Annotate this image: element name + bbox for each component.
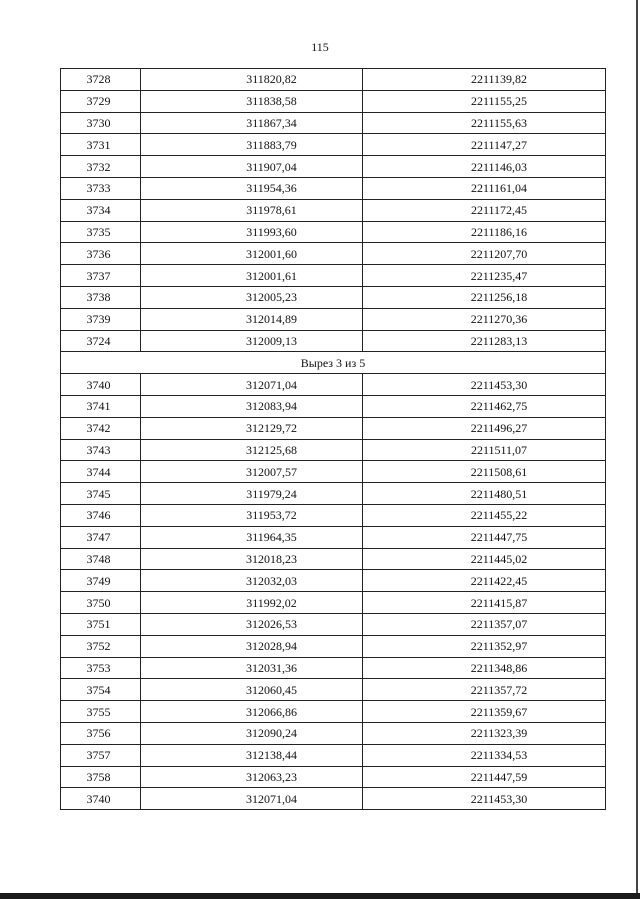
y-coordinate-cell: 2211508,61 [363, 461, 606, 483]
x-coordinate-cell: 312066,86 [141, 701, 363, 723]
x-coordinate-cell: 312083,94 [141, 395, 363, 417]
table-row [61, 417, 606, 439]
point-number-cell: 3738 [61, 286, 141, 308]
y-coordinate-cell: 2211207,70 [363, 243, 606, 265]
table-row [61, 221, 606, 243]
y-coordinate-cell: 2211146,03 [363, 156, 606, 178]
table-row [61, 199, 606, 221]
y-coordinate-cell: 2211334,53 [363, 744, 606, 766]
table-row [61, 177, 606, 199]
y-coordinate-cell: 2211496,27 [363, 417, 606, 439]
table-row [61, 613, 606, 635]
y-coordinate-cell: 2211445,02 [363, 548, 606, 570]
section-title: Вырез 3 из 5 [61, 352, 606, 374]
y-coordinate-cell: 2211352,97 [363, 635, 606, 657]
x-coordinate-cell: 311954,36 [141, 177, 363, 199]
x-coordinate-cell: 311883,79 [141, 134, 363, 156]
point-number-cell: 3758 [61, 766, 141, 788]
x-coordinate-cell: 312129,72 [141, 417, 363, 439]
point-number-cell: 3748 [61, 548, 141, 570]
point-number-cell: 3745 [61, 483, 141, 505]
table-row [61, 90, 606, 112]
point-number-cell: 3739 [61, 308, 141, 330]
table-row [61, 548, 606, 570]
x-coordinate-cell: 312007,57 [141, 461, 363, 483]
x-coordinate-cell: 312032,03 [141, 570, 363, 592]
table-row [61, 286, 606, 308]
point-number-cell: 3751 [61, 613, 141, 635]
table-row [61, 374, 606, 396]
y-coordinate-cell: 2211172,45 [363, 199, 606, 221]
point-number-cell: 3749 [61, 570, 141, 592]
point-number-cell: 3736 [61, 243, 141, 265]
table-row [61, 265, 606, 287]
point-number-cell: 3756 [61, 722, 141, 744]
x-coordinate-cell: 311979,24 [141, 483, 363, 505]
y-coordinate-cell: 2211357,07 [363, 613, 606, 635]
x-coordinate-cell: 312009,13 [141, 330, 363, 352]
point-number-cell: 3729 [61, 90, 141, 112]
table-row [61, 112, 606, 134]
table-row [61, 679, 606, 701]
y-coordinate-cell: 2211283,13 [363, 330, 606, 352]
x-coordinate-cell: 312001,60 [141, 243, 363, 265]
x-coordinate-cell: 312001,61 [141, 265, 363, 287]
x-coordinate-cell: 312031,36 [141, 657, 363, 679]
table-row [61, 592, 606, 614]
table-row [61, 69, 606, 91]
y-coordinate-cell: 2211139,82 [363, 69, 606, 91]
coordinates-table-body [61, 69, 606, 810]
y-coordinate-cell: 2211447,59 [363, 766, 606, 788]
point-number-cell: 3733 [61, 177, 141, 199]
y-coordinate-cell: 2211147,27 [363, 134, 606, 156]
x-coordinate-cell: 312018,23 [141, 548, 363, 570]
table-row [61, 461, 606, 483]
point-number-cell: 3754 [61, 679, 141, 701]
table-row [61, 635, 606, 657]
point-number-cell: 3730 [61, 112, 141, 134]
table-row [61, 504, 606, 526]
point-number-cell: 3755 [61, 701, 141, 723]
y-coordinate-cell: 2211480,51 [363, 483, 606, 505]
y-coordinate-cell: 2211415,87 [363, 592, 606, 614]
table-row [61, 134, 606, 156]
table-row [61, 243, 606, 265]
section-row [61, 352, 606, 374]
x-coordinate-cell: 311820,82 [141, 69, 363, 91]
table-row [61, 766, 606, 788]
point-number-cell: 3753 [61, 657, 141, 679]
y-coordinate-cell: 2211155,25 [363, 90, 606, 112]
x-coordinate-cell: 311867,34 [141, 112, 363, 134]
point-number-cell: 3734 [61, 199, 141, 221]
point-number-cell: 3740 [61, 374, 141, 396]
y-coordinate-cell: 2211422,45 [363, 570, 606, 592]
y-coordinate-cell: 2211357,72 [363, 679, 606, 701]
table-row [61, 526, 606, 548]
scan-bottom-border [0, 893, 640, 899]
x-coordinate-cell: 311953,72 [141, 504, 363, 526]
x-coordinate-cell: 312026,53 [141, 613, 363, 635]
y-coordinate-cell: 2211453,30 [363, 788, 606, 810]
point-number-cell: 3746 [61, 504, 141, 526]
y-coordinate-cell: 2211323,39 [363, 722, 606, 744]
table-row [61, 439, 606, 461]
y-coordinate-cell: 2211235,47 [363, 265, 606, 287]
point-number-cell: 3737 [61, 265, 141, 287]
y-coordinate-cell: 2211348,86 [363, 657, 606, 679]
y-coordinate-cell: 2211462,75 [363, 395, 606, 417]
point-number-cell: 3744 [61, 461, 141, 483]
point-number-cell: 3757 [61, 744, 141, 766]
page-number: 115 [311, 40, 329, 54]
x-coordinate-cell: 312138,44 [141, 744, 363, 766]
x-coordinate-cell: 312005,23 [141, 286, 363, 308]
y-coordinate-cell: 2211453,30 [363, 374, 606, 396]
point-number-cell: 3742 [61, 417, 141, 439]
point-number-cell: 3752 [61, 635, 141, 657]
point-number-cell: 3724 [61, 330, 141, 352]
y-coordinate-cell: 2211256,18 [363, 286, 606, 308]
point-number-cell: 3741 [61, 395, 141, 417]
x-coordinate-cell: 311907,04 [141, 156, 363, 178]
x-coordinate-cell: 311838,58 [141, 90, 363, 112]
x-coordinate-cell: 312014,89 [141, 308, 363, 330]
point-number-cell: 3728 [61, 69, 141, 91]
point-number-cell: 3740 [61, 788, 141, 810]
y-coordinate-cell: 2211186,16 [363, 221, 606, 243]
point-number-cell: 3750 [61, 592, 141, 614]
point-number-cell: 3743 [61, 439, 141, 461]
table-row [61, 395, 606, 417]
coordinates-table [60, 68, 606, 810]
table-row [61, 570, 606, 592]
point-number-cell: 3731 [61, 134, 141, 156]
x-coordinate-cell: 312060,45 [141, 679, 363, 701]
table-row [61, 330, 606, 352]
x-coordinate-cell: 311964,35 [141, 526, 363, 548]
table-row [61, 156, 606, 178]
table-row [61, 657, 606, 679]
table-row [61, 744, 606, 766]
point-number-cell: 3735 [61, 221, 141, 243]
y-coordinate-cell: 2211155,63 [363, 112, 606, 134]
x-coordinate-cell: 312028,94 [141, 635, 363, 657]
x-coordinate-cell: 312090,24 [141, 722, 363, 744]
x-coordinate-cell: 311993,60 [141, 221, 363, 243]
y-coordinate-cell: 2211511,07 [363, 439, 606, 461]
x-coordinate-cell: 312071,04 [141, 788, 363, 810]
table-row [61, 722, 606, 744]
x-coordinate-cell: 311978,61 [141, 199, 363, 221]
table-row [61, 483, 606, 505]
y-coordinate-cell: 2211359,67 [363, 701, 606, 723]
x-coordinate-cell: 312063,23 [141, 766, 363, 788]
table-row [61, 788, 606, 810]
scan-edge-line [636, 0, 638, 899]
point-number-cell: 3732 [61, 156, 141, 178]
x-coordinate-cell: 312071,04 [141, 374, 363, 396]
x-coordinate-cell: 311992,02 [141, 592, 363, 614]
table-row [61, 308, 606, 330]
point-number-cell: 3747 [61, 526, 141, 548]
y-coordinate-cell: 2211270,36 [363, 308, 606, 330]
table-row [61, 701, 606, 723]
y-coordinate-cell: 2211447,75 [363, 526, 606, 548]
y-coordinate-cell: 2211161,04 [363, 177, 606, 199]
y-coordinate-cell: 2211455,22 [363, 504, 606, 526]
x-coordinate-cell: 312125,68 [141, 439, 363, 461]
